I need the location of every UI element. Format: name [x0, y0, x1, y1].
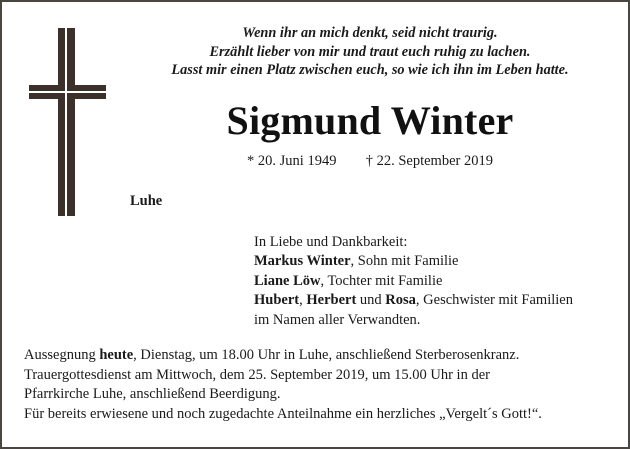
survivor-line-siblings	[254, 291, 573, 310]
cross-horizontal-highlight	[29, 91, 106, 93]
survivor-name: Liane Löw	[254, 272, 321, 289]
verse-line-2: Erzählt lieber von mir und traut euch ruhig zu lachen.	[209, 43, 531, 60]
service-line-2: Trauergottesdienst am Mittwoch, dem 25. September 2019, um 15.00 Uhr in der	[24, 366, 490, 383]
survivors-intro: In Liebe und Dankbarkeit:	[254, 234, 408, 250]
survivor-line	[254, 252, 573, 271]
service-line-3: Pfarrkirche Luhe, anschließend Beerdigung.	[24, 386, 281, 403]
service-line-1-post: , Dienstag, um 18.00 Uhr in Luhe, anschließend Sterberosenkranz.	[133, 347, 520, 363]
service-line-1	[24, 346, 612, 366]
cross-icon	[29, 28, 106, 216]
sibling-name-3: Rosa	[385, 292, 416, 309]
survivors-block	[254, 233, 573, 330]
sibling-conjunction: und	[356, 292, 386, 309]
sibling-relation: , Geschwister mit Familien	[415, 292, 573, 309]
service-emphasis-today: heute	[99, 347, 134, 363]
birth-date: * 20. Juni 1949	[247, 153, 337, 169]
life-dates	[120, 152, 620, 171]
place-name: Luhe	[130, 193, 163, 209]
deceased-name: Sigmund Winter	[226, 98, 514, 143]
memorial-verse	[120, 24, 620, 80]
sibling-name-1: Hubert	[254, 292, 300, 309]
sibling-name-2: Herbert	[306, 292, 357, 309]
death-date: † 22. September 2019	[365, 153, 493, 169]
sibling-separator: ,	[299, 292, 307, 309]
service-line-4: Für bereits erwiesene und noch zugedachte Anteilnahme ein herzliches „Vergelt´s Gott!“.	[24, 405, 542, 422]
survivor-relation: , Sohn mit Familie	[350, 253, 459, 270]
verse-line-3: Lasst mir einen Platz zwischen euch, so wie ich ihn im Leben hatte.	[171, 62, 569, 78]
survivor-line	[254, 272, 573, 291]
service-line-1-pre: Aussegnung	[24, 347, 100, 363]
survivor-relation: , Tochter mit Familie	[320, 272, 443, 289]
service-details	[24, 346, 612, 424]
verse-line-1: Wenn ihr an mich denkt, seid nicht traurig.	[242, 25, 498, 41]
survivor-name: Markus Winter	[254, 253, 351, 270]
survivors-closing: im Namen aller Verwandten.	[254, 311, 421, 328]
cross-vertical-highlight	[65, 28, 67, 216]
